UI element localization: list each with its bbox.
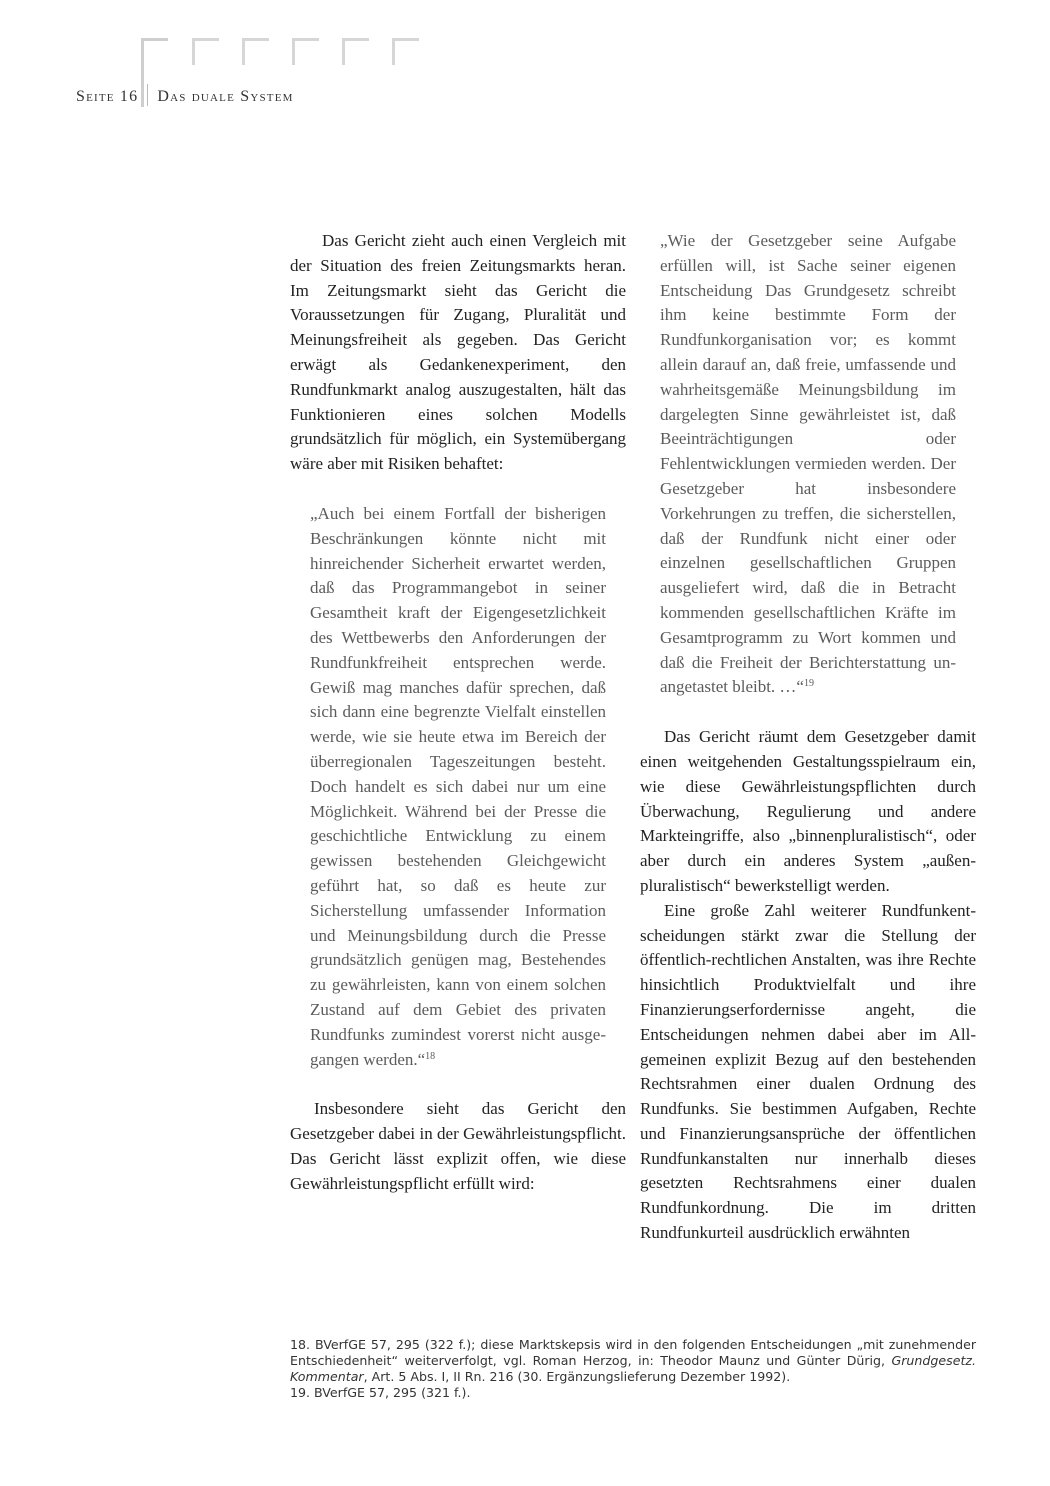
- corner-mark: [292, 38, 319, 65]
- body-paragraph: Das Gericht räumt dem Gesetzgeber damit einen weitgehenden Gestaltungsspielraum ein, wie diese Gewährleistungspflichten durch Überwachung, Regulierung und andere Markteingriffe, also „binnenpluralistisch“, oder aber durch ein anderes System „außen-pluralistisch“ bewerkstelligt werden.: [640, 727, 976, 895]
- footnote-ref-19[interactable]: 19: [803, 678, 814, 690]
- corner-mark: [342, 38, 369, 65]
- block-quote: [310, 502, 606, 1072]
- footnote-ref-18[interactable]: 18: [425, 1050, 436, 1062]
- page-number: Seite 16: [76, 88, 139, 105]
- footnote-text: , Art. 5 Abs. I, II Rn. 216 (30. Ergänzungslieferung Dezember 1992).: [363, 1369, 791, 1384]
- corner-mark: [242, 38, 269, 65]
- footnote-19: 19. BVerfGE 57, 295 (321 f.).: [290, 1385, 471, 1400]
- running-head: [76, 84, 294, 106]
- block-quote: [660, 229, 956, 700]
- section-title: Das duale System: [157, 88, 294, 105]
- footnotes: [290, 1337, 976, 1401]
- body-paragraph: Das Gericht zieht auch einen Vergleich mit der Situation des freien Zeitungsmarkts heran. Im Zeitungsmarkt sieht das Gericht die Voraussetzungen für Zugang, Pluralität und Meinungsfreiheit als gegeben. Das Gericht erwägt als Gedankenexperiment, den Rundfunkmarkt analog auszugestalten, hält das Funktionieren eines solchen Modells grundsätzlich für möglich, ein Systemübergang wäre aber mit Risiken behaftet:: [290, 231, 626, 474]
- footnote-text: 18. BVerfGE 57, 295 (322 f.); diese Marktskepsis wird in den folgenden Entscheidungen „mit zunehmender Entschiedenheit“ weiterverfolgt, vgl. Roman Herzog, in: Theodor Maunz und Günter Dürig,: [290, 1337, 976, 1368]
- left-column: [290, 229, 626, 1196]
- right-column: [640, 229, 976, 1246]
- corner-mark: [192, 38, 219, 65]
- quote-text: „Wie der Gesetzgeber seine Aufgabe erfüllen will, ist Sache seiner eigenen Entscheidung Das Grundgesetz schreibt ihm keine bestimmte Form der Rundfunkorganisation vor; es kommt allein darauf an, daß freie, umfassende und wahrheitsgemäße Meinungsbildung im dargelegten Sinne gewährleistet ist, daß Beeinträchtigungen oder Fehlentwicklungen vermieden werden. Der Gesetzgeber hat insbesondere Vorkehrungen zu treffen, die sicherstellen, daß der Rundfunk nicht einer oder einzelnen gesellschaftlichen Gruppen ausgeliefert wird, daß die in Betracht kommenden gesellschaftlichen Kräfte im Gesamtprogramm zu Wort kommen und daß die Freiheit der Berichterstattung unangetastet bleibt. …“: [660, 231, 956, 697]
- body-paragraph: Eine große Zahl weiterer Rundfunkentscheidungen stärkt zwar die Stellung der öffentlich-rechtlichen Anstalten, was ihre Rechte hinsichtlich Produktvielfalt und ihre Finanzierungserfordernisse angeht, die Entscheidungen nehmen dabei aber im Allgemeinen explizit Bezug auf den bestehenden Rechtsrahmen einer dualen Ordnung des Rundfunks. Sie bestimmen Aufgaben, Rechte und Finanzierungsansprüche der öffentlichen Rundfunkanstalten nur innerhalb dieses gesetzten Rechtsrahmens einer dualen Rundfunkordnung. Die im dritten Rundfunkurteil ausdrücklich erwähnten: [640, 900, 976, 1243]
- quote-text: „Auch bei einem Fortfall der bisherigen Beschränkungen könnte nicht mit hinreichender Sicherheit erwartet werden, daß das Programmangebot in seiner Gesamtheit kraft der Eigengesetzlichkeit des Wettbewerbs den Anforderungen der Rundfunkfreiheit entsprechen werde. Gewiß mag manches dafür sprechen, daß sich dann eine begrenzte Vielfalt einstellen werde, wie sie heute etwa im Bereich der überregionalen Tageszeitungen besteht. Doch handelt es sich dabei nur um eine Möglichkeit. Während bei der Presse die geschichtliche Entwicklung zu einem gewissen bestehenden Gleichgewicht geführt hat, so daß es heute zur Sicherstellung umfassender Information und Meinungsbildung durch die Presse grundsätzlich genügen mag, Bestehendes zu gewährleisten, kann von einem solchen Zustand auf dem Gebiet des privaten Rundfunks zumindest vorerst nicht ausgegangen werden.“: [310, 503, 606, 1069]
- corner-mark: [392, 38, 419, 65]
- body-paragraph: Insbesondere sieht das Gericht den Gesetzgeber dabei in der Gewährleistungspflicht. Das Gericht lässt explizit offen, wie diese Gewährleistungspflicht erfüllt wird:: [290, 1099, 626, 1193]
- footnote-18: [290, 1337, 976, 1385]
- footnote-book-title: Grundgesetz. Kommentar: [290, 1353, 976, 1384]
- header-divider: [147, 84, 148, 106]
